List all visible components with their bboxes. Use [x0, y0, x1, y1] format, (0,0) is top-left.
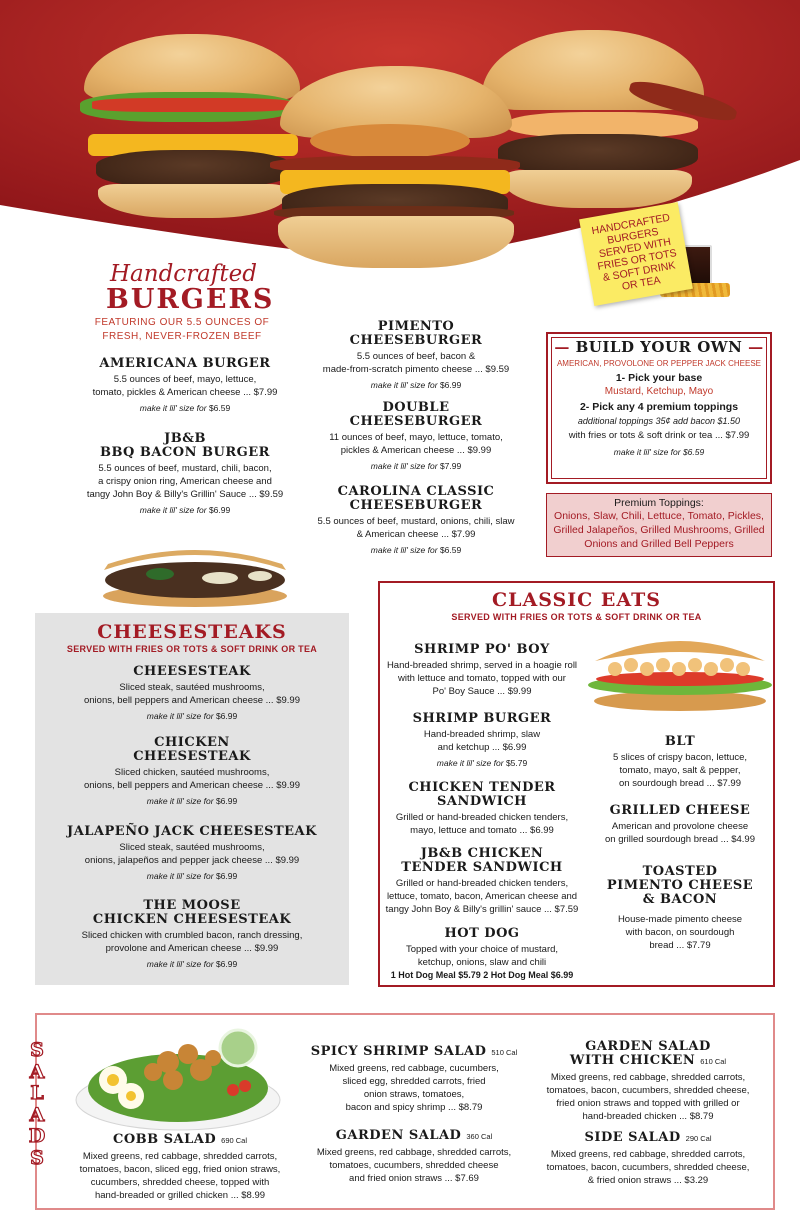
item-name: HOT DOG [444, 926, 520, 941]
desc-line: 5.5 ounces of beef, bacon & [356, 351, 476, 362]
premium-line: Grilled Jalapeños, Grilled Mushrooms, Grilled [553, 524, 765, 536]
item-desc [590, 751, 770, 790]
item-name-line: PIMENTO CHEESE [606, 878, 754, 893]
item-name: CHEESESTEAK [133, 664, 251, 679]
item-name: GRILLED CHEESE [609, 803, 751, 818]
classic-eats-title: CLASSIC EATS [492, 589, 661, 611]
item-desc [380, 877, 584, 916]
item-name-text: SIDE SALAD [584, 1130, 681, 1145]
desc-line: provolone and American cheese ... $9.99 [105, 943, 279, 954]
item-name-line: WITH CHICKEN [569, 1053, 696, 1068]
desc-line: onion straws, tomatoes, [363, 1089, 465, 1100]
desc-line: 5 slices of crispy bacon, lettuce, [612, 752, 748, 763]
lil-size [300, 379, 532, 391]
burgers-subtitle [92, 316, 272, 344]
lil-price: $6.99 [439, 380, 462, 390]
premium-toppings-box [546, 493, 772, 557]
desc-line: Mixed greens, red cabbage, cucumbers, [329, 1063, 499, 1074]
lil-size [75, 402, 295, 414]
byo-title: — BUILD YOUR OWN — [554, 338, 764, 356]
item-name [530, 1040, 766, 1069]
item-name: SHRIMP PO' BOY [414, 642, 550, 657]
menu-item-cobb-salad [62, 1133, 298, 1202]
item-name [300, 401, 532, 429]
item-name [590, 865, 770, 907]
lil-size [75, 504, 295, 516]
byo-base-options: Mustard, Ketchup, Mayo [604, 386, 714, 397]
menu-item-shrimp-burger [382, 712, 582, 769]
desc-line: tomatoes, bacon, cucumbers, shredded cheese, [546, 1085, 750, 1096]
item-desc [300, 431, 532, 457]
item-name-line: CAROLINA CLASSIC [337, 484, 495, 499]
item-name: SHRIMP BURGER [412, 711, 552, 726]
burgers-subtitle-line2: FRESH, NEVER-FROZEN BEEF [102, 331, 262, 342]
desc-line: American and provolone cheese [611, 821, 749, 832]
item-name-line: CHICKEN TENDER [408, 780, 556, 795]
menu-item-jalapeno-jack [45, 825, 339, 882]
lil-prefix: make it lil' size for [146, 796, 214, 806]
burgers-subtitle-line1: FEATURING OUR 5.5 OUNCES OF [94, 317, 270, 328]
calories: 290 Cal [685, 1134, 712, 1143]
desc-line: 5.5 ounces of beef, mustard, onions, chili, slaw [317, 516, 515, 527]
lil-size [45, 870, 339, 882]
burger-image-center [270, 66, 520, 274]
desc-line: tomato, mayo, salt & pepper, [619, 765, 741, 776]
menu-item-bbq-bacon [75, 432, 295, 516]
desc-line: hand-breaded chicken ... $8.79 [582, 1111, 714, 1122]
salads-letter: A [29, 1060, 45, 1083]
item-name-line: JB&B [164, 431, 206, 446]
lil-price: $6.59 [439, 545, 462, 555]
item-desc [75, 462, 295, 501]
lil-price: $7.99 [439, 461, 462, 471]
desc-line: and fried onion straws ... $7.69 [349, 1173, 479, 1184]
item-desc [382, 659, 582, 698]
desc-line: & fried onion straws ... $3.29 [587, 1175, 709, 1186]
item-name-line: THE MOOSE [143, 898, 241, 913]
desc-line: with bacon, on sourdough [625, 927, 735, 938]
lil-price: $6.99 [215, 711, 238, 721]
desc-line: sliced egg, shredded carrots, fried [342, 1076, 486, 1087]
hot-dog-meals: 1 Hot Dog Meal $5.79 2 Hot Dog Meal $6.99 [390, 970, 574, 980]
item-name [45, 899, 339, 927]
desc-line: Sliced steak, sautéed mushrooms, [119, 842, 265, 853]
item-name-line: CHEESEBURGER [349, 414, 483, 429]
desc-line: Mixed greens, red cabbage, shredded carrots, [550, 1072, 746, 1083]
desc-line: fried onion straws and topped with grilled or [556, 1098, 740, 1109]
menu-item-jbb-chicken-tender [380, 847, 584, 916]
desc-line: tomatoes, bacon, cucumbers, shredded cheese, [546, 1162, 750, 1173]
byo-title-text: BUILD YOUR OWN [575, 338, 743, 356]
cheesesteaks-title: CHEESESTEAKS [97, 621, 287, 643]
desc-line: Sliced chicken, sautéed mushrooms, [114, 767, 270, 778]
lil-size [300, 544, 532, 556]
cobb-salad-image [73, 1018, 283, 1136]
item-name-line: CHEESESTEAK [133, 749, 251, 764]
menu-item-the-moose [45, 899, 339, 970]
desc-line: 5.5 ounces of beef, mustard, chili, bacon, [98, 463, 272, 474]
menu-item-grilled-cheese [590, 804, 770, 846]
menu-item-spicy-shrimp-salad [302, 1045, 526, 1114]
item-name [300, 320, 532, 348]
item-name [45, 736, 339, 764]
desc-line: with lettuce and tomato, topped with our [398, 673, 566, 684]
desc-line: 5.5 ounces of beef, mayo, lettuce, [113, 374, 257, 385]
lil-size [382, 757, 582, 769]
item-desc [45, 766, 339, 792]
classic-eats-subtitle: SERVED WITH FRIES OR TOTS & SOFT DRINK OR TEA [451, 612, 702, 622]
desc-line: Po' Boy Sauce ... $9.99 [432, 686, 532, 697]
desc-line: hand-breaded or grilled chicken ... $8.99 [94, 1190, 266, 1201]
item-name-line: SANDWICH [437, 794, 527, 809]
desc-line: tomato, pickles & American cheese ... $7.99 [92, 387, 278, 398]
item-name [302, 1129, 526, 1144]
item-name-line: JB&B CHICKEN [420, 846, 544, 861]
lil-size [300, 460, 532, 472]
item-name-line: GARDEN SALAD [585, 1039, 711, 1054]
lil-prefix: make it lil' size for [370, 545, 438, 555]
lil-size [45, 795, 339, 807]
item-desc [530, 1148, 766, 1187]
desc-line: on sourdough bread ... $7.99 [618, 778, 741, 789]
byo-with: with fries or tots & soft drink or tea ... $7.99 [568, 430, 750, 441]
calories: 690 Cal [221, 1136, 248, 1145]
salads-vertical-label [24, 1040, 50, 1169]
desc-line: onions, bell peppers and American cheese ... $9.99 [83, 695, 300, 706]
menu-item-garden-salad [302, 1129, 526, 1185]
item-desc [382, 811, 582, 837]
desc-line: Hand-breaded shrimp, served in a hoagie roll [386, 660, 578, 671]
lil-price: $6.99 [208, 505, 231, 515]
lil-prefix: make it lil' size for [146, 871, 214, 881]
desc-line: 11 ounces of beef, mayo, lettuce, tomato, [329, 432, 503, 443]
desc-line: bread ... $7.79 [649, 940, 711, 951]
salads-letter: L [30, 1082, 44, 1104]
meal-tag [579, 202, 693, 306]
desc-line: pickles & American cheese ... $9.99 [340, 445, 492, 456]
menu-item-hot-dog [382, 927, 582, 982]
desc-line: Mixed greens, red cabbage, shredded carrots, [550, 1149, 746, 1160]
lil-prefix: make it lil' size for [139, 403, 207, 413]
lil-prefix: make it lil' size for [139, 505, 207, 515]
menu-item-double-cheeseburger [300, 401, 532, 472]
lil-price: $6.99 [215, 796, 238, 806]
item-desc [300, 515, 532, 541]
lil-size [45, 710, 339, 722]
lil-price: $6.59 [208, 403, 231, 413]
item-name-line: CHICKEN CHEESESTEAK [92, 912, 292, 927]
lil-price: $6.99 [215, 959, 238, 969]
desc-line: Mixed greens, red cabbage, shredded carrots, [316, 1147, 512, 1158]
salads-letter: S [30, 1146, 44, 1169]
premium-line: Onions and Grilled Bell Peppers [584, 538, 734, 550]
item-desc [590, 913, 770, 952]
salads-letter: A [29, 1103, 45, 1126]
desc-line: onions, jalapeños and pepper jack cheese ... $9.99 [84, 855, 300, 866]
desc-line: Hand-breaded shrimp, slaw [423, 729, 541, 740]
desc-line: onions, bell peppers and American cheese ... $9.99 [83, 780, 300, 791]
menu-item-americana [75, 357, 295, 414]
item-desc [530, 1071, 766, 1123]
menu-item-garden-salad-chicken [530, 1040, 766, 1123]
desc-line: and ketchup ... $6.99 [437, 742, 527, 753]
item-desc [45, 929, 339, 955]
menu-item-toasted-pimento-bacon [590, 865, 770, 952]
item-desc [62, 1150, 298, 1202]
desc-line: tomatoes, cucumbers, shredded cheese [329, 1160, 499, 1171]
desc-line: lettuce, tomato, bacon, American cheese and [386, 891, 578, 902]
desc-line: Sliced steak, sautéed mushrooms, [119, 682, 265, 693]
desc-line: made-from-scratch pimento cheese ... $9.59 [322, 364, 510, 375]
item-name [302, 1045, 526, 1060]
item-desc [75, 373, 295, 399]
byo-step2: 2- Pick any 4 premium toppings [579, 401, 739, 413]
byo-cheese-options: AMERICAN, PROVOLONE OR PEPPER JACK CHEESE [556, 359, 762, 368]
lil-prefix: make it lil' size for [146, 711, 214, 721]
item-name-line: CHICKEN [154, 735, 230, 750]
lil-price: $5.79 [505, 758, 528, 768]
menu-item-side-salad [530, 1131, 766, 1187]
byo-additional: additional toppings 35¢ add bacon $1.50 [577, 416, 741, 426]
byo-step1: 1- Pick your base [615, 372, 703, 384]
burgers-title: BURGERS [106, 284, 275, 315]
item-name-text: GARDEN SALAD [335, 1128, 462, 1143]
item-desc [382, 728, 582, 754]
lil-prefix: make it lil' size for [146, 959, 214, 969]
desc-line: Grilled or hand-breaded chicken tenders, [395, 878, 569, 889]
byo-lil: make it lil' size for $6.59 [613, 447, 705, 457]
menu-item-blt [590, 735, 770, 790]
menu-item-chicken-tender-sandwich [382, 781, 582, 837]
burgers-script-title: Handcrafted [110, 261, 257, 287]
shrimp-po-boy-image [585, 625, 775, 715]
cheesesteaks-subtitle: SERVED WITH FRIES OR TOTS & SOFT DRINK OR TEA [66, 644, 318, 654]
item-name-line: DOUBLE [382, 400, 450, 415]
calories: 610 Cal [700, 1057, 727, 1066]
item-name: AMERICANA BURGER [99, 356, 271, 371]
menu-item-carolina-classic [300, 485, 532, 556]
desc-line: ketchup, onions, slaw and chili [417, 957, 547, 968]
salads-letter: S [30, 1039, 44, 1061]
lil-prefix: make it lil' size for [370, 461, 438, 471]
lil-prefix: make it lil' size for [370, 380, 438, 390]
item-name: BLT [664, 734, 696, 749]
item-name-line: CHEESEBURGER [349, 333, 483, 348]
item-name-line: CHEESEBURGER [349, 498, 483, 513]
item-name-line: TOASTED [642, 864, 718, 879]
premium-line: Onions, Slaw, Chili, Lettuce, Tomato, Pickles, [554, 510, 764, 522]
item-desc [45, 681, 339, 707]
item-name-line: PIMENTO [377, 319, 455, 334]
item-name [75, 432, 295, 460]
menu-item-shrimp-po-boy [382, 643, 582, 698]
desc-line: tangy John Boy & Billy's grillin' sauce ... $7.59 [385, 904, 579, 915]
desc-line: on grilled sourdough bread ... $4.99 [605, 834, 755, 845]
desc-line: a crispy onion ring, American cheese and [98, 476, 272, 487]
item-desc [300, 350, 532, 376]
desc-line: tomatoes, bacon, sliced egg, fried onion straws, [79, 1164, 281, 1175]
lil-prefix: make it lil' size for [436, 758, 504, 768]
byo-inner-border [551, 337, 767, 479]
item-name [382, 781, 582, 809]
salads-letter: D [28, 1125, 46, 1147]
item-name [530, 1131, 766, 1146]
menu-item-pimento-cheeseburger [300, 320, 532, 391]
desc-line: mayo, lettuce and tomato ... $6.99 [410, 825, 554, 836]
item-name [380, 847, 584, 875]
calories: 510 Cal [491, 1048, 518, 1057]
build-your-own-box [546, 332, 772, 484]
item-desc [45, 841, 339, 867]
desc-line: bacon and spicy shrimp ... $8.79 [345, 1102, 483, 1113]
cheesesteak-image [100, 540, 290, 608]
desc-line: Mixed greens, red cabbage, shredded carrots, [82, 1151, 278, 1162]
desc-line: Grilled or hand-breaded chicken tenders, [395, 812, 569, 823]
menu-item-cheesesteak [45, 665, 339, 722]
lil-price: $6.99 [215, 871, 238, 881]
item-desc [382, 943, 582, 982]
desc-line: & American cheese ... $7.99 [356, 529, 476, 540]
lil-size [45, 958, 339, 970]
menu-item-chicken-cheesesteak [45, 736, 339, 807]
item-name-text: SPICY SHRIMP SALAD [310, 1044, 487, 1059]
item-desc [590, 820, 770, 846]
desc-line: House-made pimento cheese [617, 914, 743, 925]
item-desc [302, 1146, 526, 1185]
desc-line: Topped with your choice of mustard, [405, 944, 559, 955]
desc-line: cucumbers, shredded cheese, topped with [90, 1177, 270, 1188]
desc-line: tangy John Boy & Billy's Grillin' Sauce ... $9.59 [86, 489, 284, 500]
item-name-line: & BACON [642, 892, 718, 907]
calories: 360 Cal [466, 1132, 493, 1141]
item-name [62, 1133, 298, 1148]
item-name-text: COBB SALAD [112, 1132, 217, 1147]
desc-line: Sliced chicken with crumbled bacon, ranch dressing, [81, 930, 303, 941]
item-name-line: BBQ BACON BURGER [100, 445, 270, 460]
item-name-line: TENDER SANDWICH [401, 860, 563, 875]
meal-tag-text: HANDCRAFTED BURGERS SERVED WITH FRIES OR TOTS & SOFT DRINK OR TEA [590, 211, 678, 293]
item-name: JALAPEÑO JACK CHEESESTEAK [67, 824, 317, 839]
item-desc [302, 1062, 526, 1114]
item-name [300, 485, 532, 513]
premium-title: Premium Toppings: [614, 497, 704, 509]
